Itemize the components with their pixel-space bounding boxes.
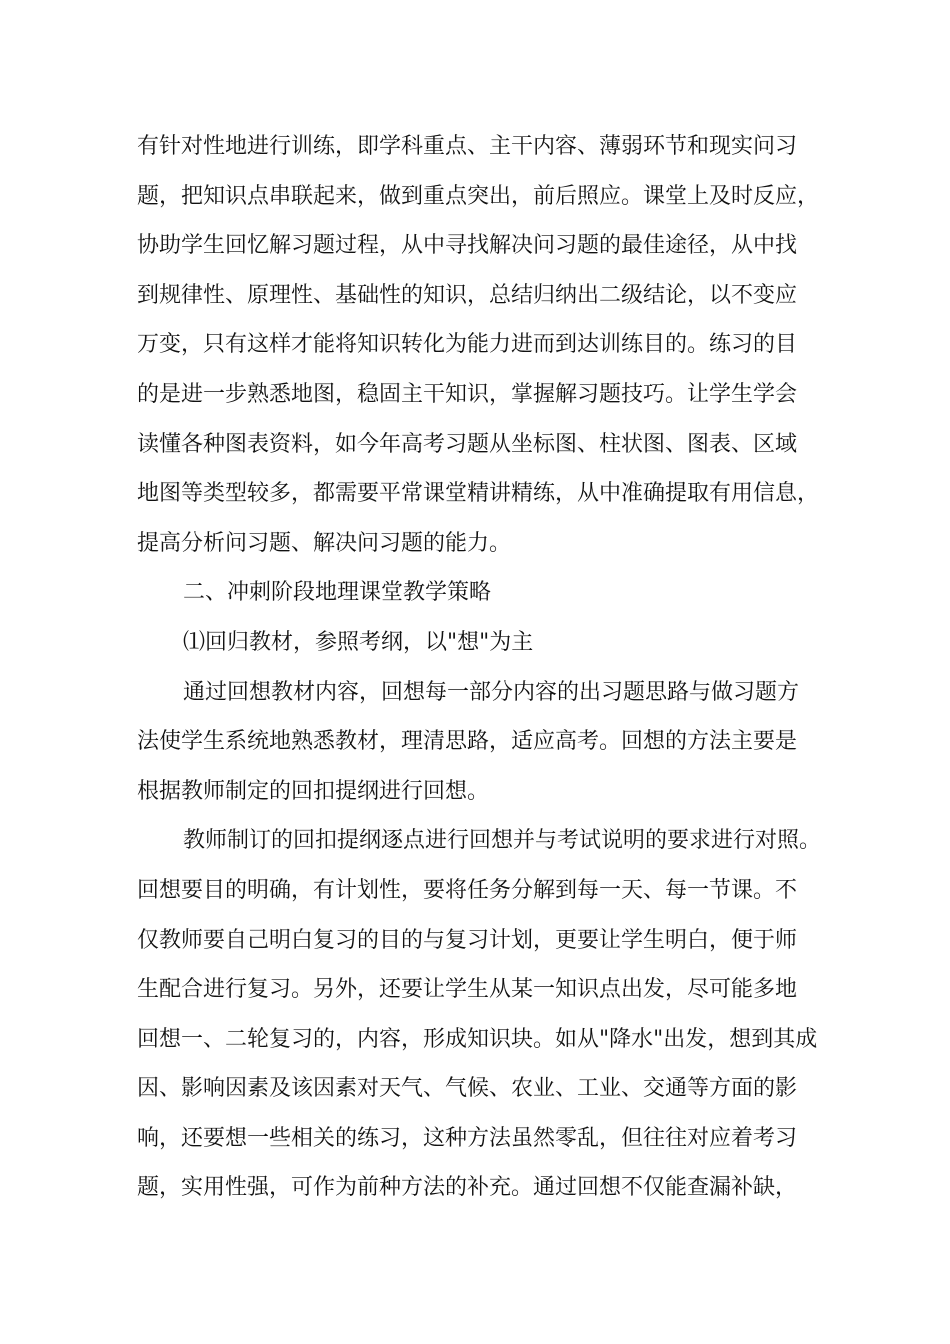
body-line: 通过回想教材内容，回想每一部分内容的出习题思路与做习题方 xyxy=(183,679,800,705)
body-line: 根据教师制定的回扣提纲进行回想。 xyxy=(137,778,490,804)
body-line: 教师制订的回扣提纲逐点进行回想并与考试说明的要求进行对照。 xyxy=(183,828,822,854)
body-line: 有针对性地进行训练，即学科重点、主干内容、薄弱环节和现实问习 xyxy=(137,134,798,159)
body-line: 响，还要想一些相关的练习，这种方法虽然零乱，但往往对应着考习 xyxy=(137,1125,798,1151)
body-line: 因、影响因素及该因素对天气、气候、农业、工业、交通等方面的影 xyxy=(137,1076,798,1102)
body-line: 地图等类型较多，都需要平常课堂精讲精练，从中准确提取有用信息， xyxy=(137,481,820,507)
body-line: 法使学生系统地熟悉教材，理清思路，适应高考。回想的方法主要是 xyxy=(137,729,798,755)
body-line: 协助学生回忆解习题过程，从中寻找解决问习题的最佳途径，从中找 xyxy=(137,233,798,259)
body-line: 万变，只有这样才能将知识转化为能力进而到达训练目的。练习的目 xyxy=(137,332,798,358)
section-heading: 二、冲刺阶段地理课堂教学策略 xyxy=(183,580,492,606)
document-body xyxy=(137,122,827,1213)
body-line: 回想要目的明确，有计划性，要将任务分解到每一天、每一节课。不 xyxy=(137,877,798,903)
body-line: 题，实用性强，可作为前种方法的补充。通过回想不仅能查漏补缺， xyxy=(137,1175,798,1201)
body-line: 回想一、二轮复习的，内容，形成知识块。如从"降水"出发，想到其成 xyxy=(137,1026,818,1052)
body-line: 提高分析问习题、解决问习题的能力。 xyxy=(137,530,512,556)
body-line: 生配合进行复习。另外，还要让学生从某一知识点出发，尽可能多地 xyxy=(137,977,798,1003)
body-line: 的是进一步熟悉地图，稳固主干知识，掌握解习题技巧。让学生学会 xyxy=(137,381,798,407)
body-line: 仅教师要自己明白复习的目的与复习计划，更要让学生明白，便于师 xyxy=(137,927,798,953)
body-line: 读懂各种图表资料，如今年高考习题从坐标图、柱状图、图表、区域 xyxy=(137,431,798,457)
subsection-heading: ⑴回归教材，参照考纲，以"想"为主 xyxy=(183,629,534,655)
body-line: 到规律性、原理性、基础性的知识，总结归纳出二级结论，以不变应 xyxy=(137,282,798,308)
body-line: 题，把知识点串联起来，做到重点突出，前后照应。课堂上及时反应， xyxy=(137,183,820,209)
